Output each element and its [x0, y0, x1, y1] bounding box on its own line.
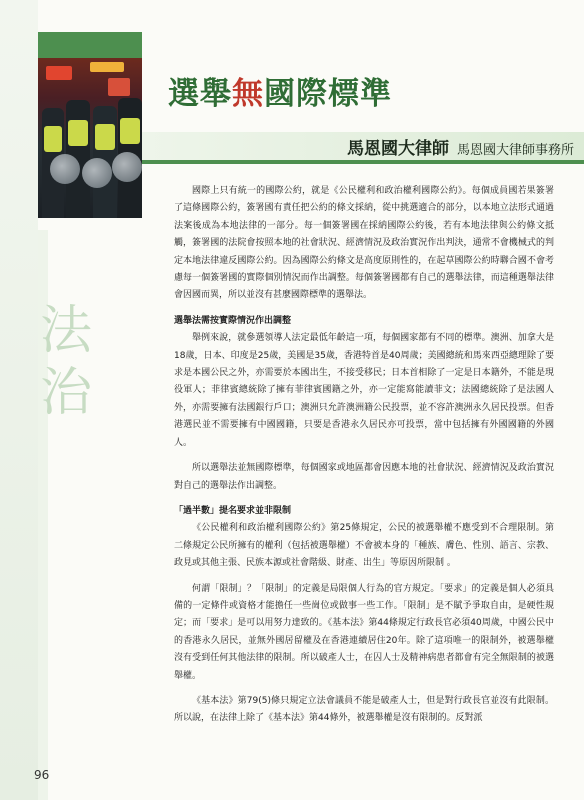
riot-police-photo	[38, 58, 142, 218]
shield-icon	[82, 158, 112, 188]
article-title	[168, 68, 392, 113]
neon-sign	[108, 78, 130, 96]
reflective-vest	[68, 120, 88, 146]
section-heading: 「過半數」提名要求並非限制	[174, 505, 292, 516]
shield-icon	[112, 152, 142, 182]
reflective-vest	[120, 118, 140, 144]
vertical-char: 法	[39, 301, 92, 361]
paragraph: 舉例來說，就參選領導人法定最低年齡這一項，每個國家都有不同的標準。澳洲、加拿大是18歲，日本、印度是25歲，美國是35歲，香港特首是40周歲；美國總統和馬來西亞總理除了要求是本國公民之外，亦需要於本國出生，不接受移民；日本首相除了一定是日本籍外，不能是現役軍人；菲律賓總統除了擁有菲律賓國籍之外，亦一定能寫能讀菲文；法國總統除了是法國人外，亦需要擁有法國銀行戶口；澳洲只允許澳洲籍公民投票，並不容許澳洲永久居民投票。但香港選民並不需要擁有中國國籍，只要是香港永久居民亦可投票，當中包括擁有外國國籍的外國人。	[174, 333, 554, 448]
author-byline	[142, 134, 584, 159]
section-vertical-label	[36, 300, 96, 424]
title-part: 選舉	[168, 76, 232, 112]
author-firm: 馬恩國大律師事務所	[456, 143, 574, 158]
vertical-char: 治	[39, 363, 92, 423]
paragraph: 《基本法》第79(5)條只規定立法會議員不能是破產人士，但是對行政長官並沒有此限制。所以說，在法律上除了《基本法》第44條外，被選舉權是沒有限制的。反對派	[174, 695, 554, 724]
paragraph: 國際上只有統一的國際公約，就是《公民權利和政治權利國際公約》。每個成員國若果簽署了這條國際公約，簽署國有責任把公約的條文採納，從中挑選適合的部分，以本地立法形式通過法案後成為本地法律的一部分。每一個簽署國在採納國際公約後，若有本地法律與公約條文抵觸，簽署國的法院會按照本地的社會狀況、經濟情況及政治實況作出判決，通常不會機械式的判定本地法律違反國際公約。因為國際公約條文是高度原則性的，在起草國際公約時聯合國不會考慮每一個簽署國的實際個別情況而作出調整。每個簽署國都有自己的選舉法律，而這種選舉法律會因國而異，所以並沒有甚麼國際標準的選舉法。	[174, 186, 554, 301]
reflective-vest	[44, 126, 62, 152]
section-heading: 選舉法需按實際情況作出調整	[174, 315, 292, 326]
paragraph: 何謂「限制」？「限制」的定義是局限個人行為的官方規定。「要求」的定義是個人必須具備的一定條件或資格才能擔任一些崗位或做事一些工作。「限制」是不賦予爭取自由，是硬性規定；而「要求」是可以用努力達致的。《基本法》第44條規定行政長官必須40周歲，中國公民中的香港永久居民，並無外國居留權及在香港連續居住20年。除了這項唯一的限制外，被選舉權沒有受到任何其他法律的限制。所以破產人士，在囚人士及精神病患者都會有完全無限制的被選舉權。	[174, 583, 554, 681]
neon-sign	[90, 62, 124, 72]
paragraph: 所以選舉法並無國際標準，每個國家或地區都會因應本地的社會狀況、經濟情況及政治實況對自己的選舉法作出調整。	[174, 463, 554, 491]
page-number: 96	[34, 768, 50, 782]
author-underline	[142, 160, 584, 164]
neon-sign	[46, 66, 72, 80]
paragraph: 《公民權利和政治權利國際公約》第25條規定，公民的被選舉權不應受到不合理限制。第二條規定公民所擁有的權利（包括被選舉權）不會被本身的「種族、膚色、性別、語言、宗教、政見或其他主張、民族本源或社會階級、財產、出生」等原因所限制 。	[174, 523, 554, 569]
author-name: 馬恩國大律師	[346, 139, 449, 159]
title-accent: 無	[232, 76, 264, 112]
shield-icon	[50, 154, 80, 184]
article-body	[174, 183, 554, 728]
green-header-band	[38, 32, 142, 58]
title-part: 國際標準	[264, 76, 392, 112]
left-decorative-column	[0, 0, 38, 800]
reflective-vest	[95, 124, 115, 150]
